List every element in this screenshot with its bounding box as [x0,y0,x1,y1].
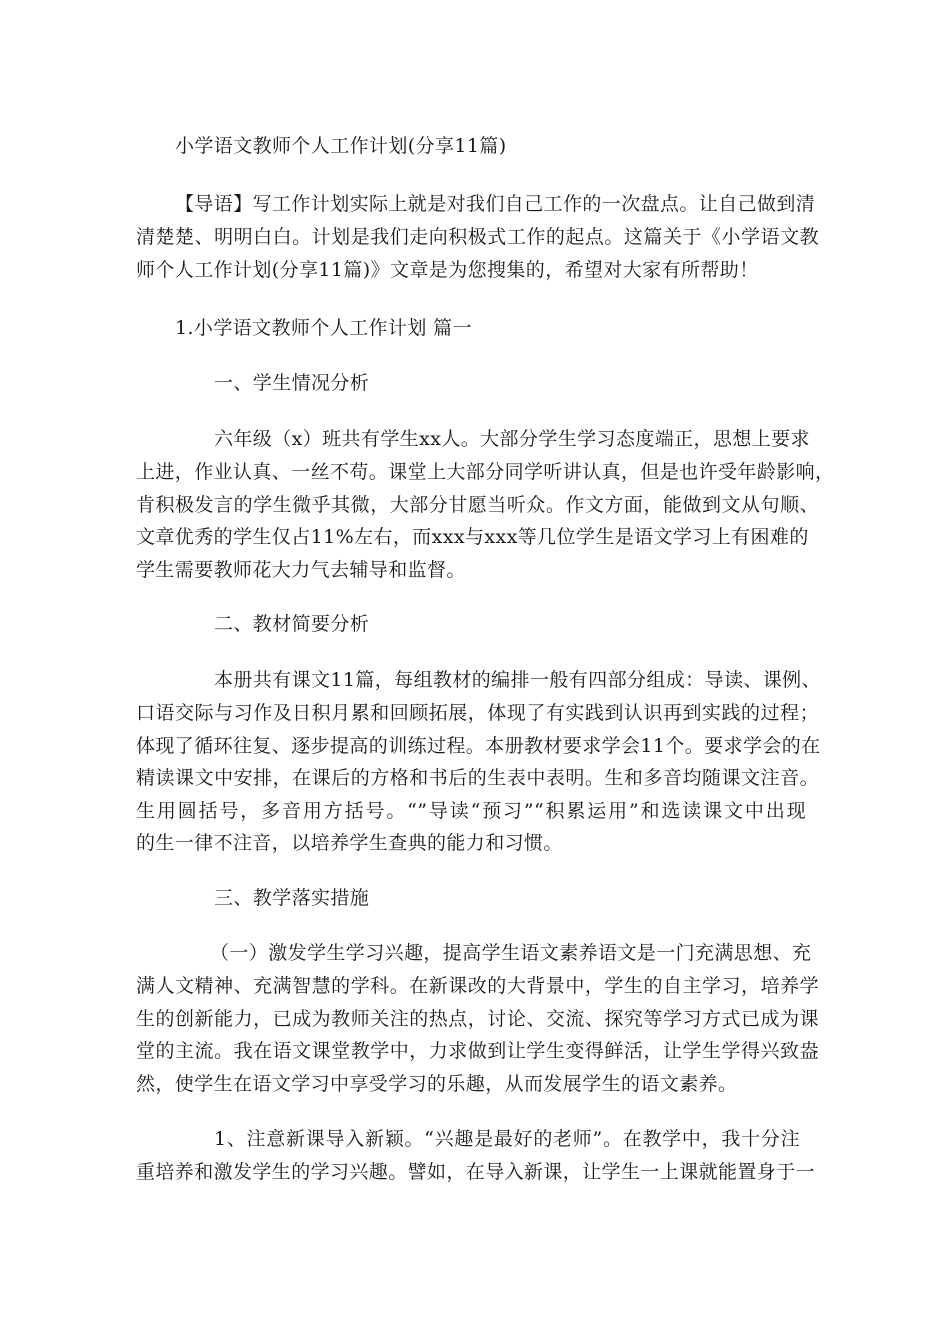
section3-line-4: 堂的主流。我在语文课堂教学中，力求做到让学生变得鲜活，让学生学得兴致盎 [136,1040,819,1062]
intro-line-3: 师个人工作计划(分享11篇)》文章是为您搜集的，希望对大家有所帮助！ [136,259,759,281]
article-heading: 1.小学语文教师个人工作计划 篇一 [175,317,472,339]
section3-line-2: 满人文精神、充满智慧的学科。在新课改的大背景中，学生的自主学习，培养学 [136,975,819,997]
section1-line-3: 肯积极发言的学生微乎其微，大部分甘愿当听众。作文方面，能做到文从句顺、 [136,494,819,516]
section1-line-4: 文章优秀的学生仅占11%左右，而xxx与xxx等几位学生是语文学习上有困难的 [136,526,809,548]
section2-line-2: 口语交际与习作及日积月累和回顾拓展，体现了有实践到认识再到实践的过程； [136,702,819,724]
section2-line-5: 生用圆括号，多音用方括号。“”导读“预习”“积累运用”和选读课文中出现 [136,800,806,822]
section2-line-1: 本册共有课文11篇，每组教材的编排一般有四部分组成：导读、课例、 [214,669,821,691]
intro-line-1: 【导语】写工作计划实际上就是对我们自己工作的一次盘点。让自己做到清 [175,193,816,215]
item1-line-2: 重培养和激发学生的学习兴趣。譬如，在导入新课，让学生一上课就能置身于一 [136,1161,816,1183]
section-heading-1: 一、学生情况分析 [214,372,370,394]
intro-line-2: 清楚楚、明明白白。计划是我们走向积极式工作的起点。这篇关于《小学语文教 [136,226,819,248]
document-title: 小学语文教师个人工作计划(分享11篇) [175,135,507,157]
item1-line-1: 1、注意新课导入新颖。“兴趣是最好的老师”。在教学中，我十分注 [214,1128,800,1150]
section3-line-5: 然，使学生在语文学习中享受学习的乐趣，从而发展学生的语文素养。 [136,1073,738,1095]
section2-line-4: 精读课文中安排，在课后的方格和书后的生表中表明。生和多音均随课文注音。 [136,767,819,789]
section1-line-2: 上进，作业认真、一丝不苟。课堂上大部分同学听讲认真，但是也许受年龄影响， [136,461,835,483]
section3-line-1: （一）激发学生学习兴趣，提高学生语文素养语文是一门充满思想、充 [210,942,812,964]
section1-line-5: 学生需要教师花大力气去辅导和监督。 [136,559,466,581]
section2-line-6: 的生一律不注音，以培养学生查典的能力和习惯。 [136,832,563,854]
section-heading-2: 二、教材简要分析 [214,613,370,635]
section3-line-3: 生的创新能力，已成为教师关注的热点，讨论、交流、探究等学习方式已成为课 [136,1008,819,1030]
section2-line-3: 体现了循环往复、逐步提高的训练过程。本册教材要求学会11个。要求学会的在 [136,735,821,757]
section1-line-1: 六年级（x）班共有学生xx人。大部分学生学习态度端正，思想上要求 [214,428,810,450]
section-heading-3: 三、教学落实措施 [214,887,370,909]
